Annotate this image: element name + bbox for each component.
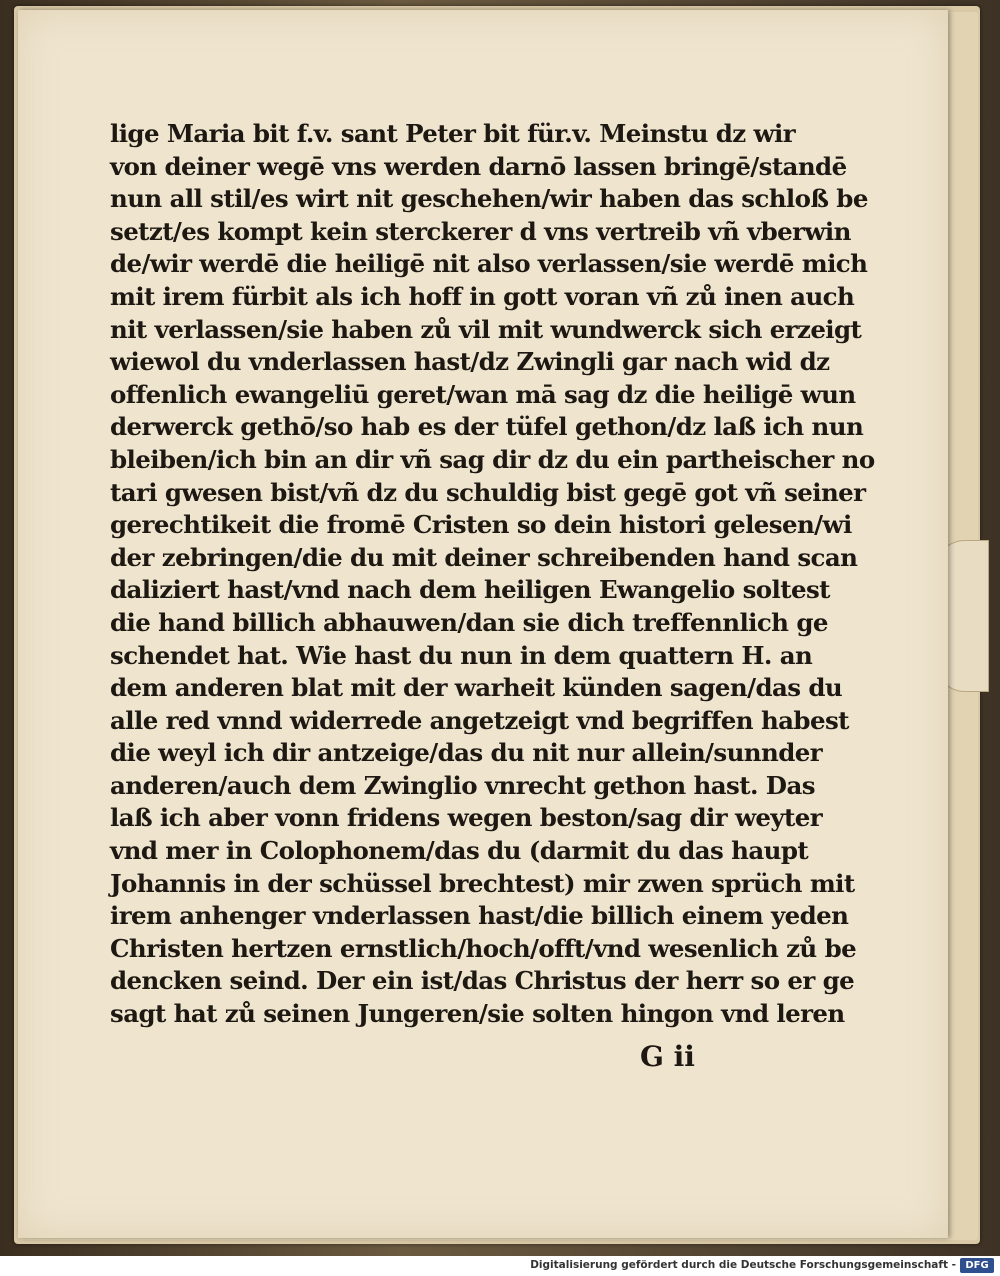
- text-line: sagt hat zů seinen Jungeren/sie solten hingon vnd leren: [110, 999, 845, 1029]
- book-page: [18, 10, 948, 1238]
- text-line: schendet hat. Wie hast du nun in dem quattern H. an: [110, 640, 813, 670]
- text-line: die hand billich abhauwen/dan sie dich treffennlich ge: [110, 607, 828, 637]
- signature-mark: G ii: [640, 1040, 695, 1073]
- text-line: mit irem fürbit als ich hoff in gott voran vñ zů inen auch: [110, 281, 855, 311]
- text-line: die weyl ich dir antzeige/das du nit nur allein/sunnder: [110, 738, 823, 768]
- text-line: Christen hertzen ernstlich/hoch/offt/vnd wesenlich zů be: [110, 933, 857, 963]
- text-line: vnd mer in Colophonem/das du (darmit du das haupt: [110, 836, 809, 866]
- page-text-block: [110, 118, 875, 1031]
- text-line: dem anderen blat mit der warheit künden sagen/das du: [110, 673, 843, 703]
- text-line: daliziert hast/vnd nach dem heiligen Ewangelio soltest: [110, 575, 830, 605]
- text-line: anderen/auch dem Zwinglio vnrecht gethon hast. Das: [110, 770, 815, 800]
- footer-bar: [0, 1256, 1000, 1276]
- text-line: de/wir werdē die heiligē nit also verlassen/sie werdē mich: [110, 249, 868, 279]
- text-line: laß ich aber vonn fridens wegen beston/sag dir weyter: [110, 803, 823, 833]
- text-line: nun all stil/es wirt nit geschehen/wir haben das schloß be: [110, 184, 868, 214]
- text-line: der zebringen/die du mit deiner schreibenden hand scan: [110, 542, 858, 572]
- text-line: Johannis in der schüssel brechtest) mir zwen sprüch mit: [110, 868, 855, 898]
- text-line: wiewol du vnderlassen hast/dz Zwingli gar nach wid dz: [110, 347, 830, 377]
- text-line: lige Maria bit f.v. sant Peter bit für.v. Meinstu dz wir: [110, 119, 796, 148]
- text-line: tari gwesen bist/vñ dz du schuldig bist gegē got vñ seiner: [110, 477, 866, 507]
- text-line: nit verlassen/sie haben zů vil mit wundwerck sich erzeigt: [110, 314, 862, 344]
- text-line: setzt/es kompt kein sterckerer d vns vertreib vñ vberwin: [110, 216, 851, 246]
- text-line: von deiner wegē vns werden darnō lassen bringē/standē: [110, 151, 847, 181]
- text-line: gerechtikeit die fromē Cristen so dein histori gelesen/wi: [110, 510, 852, 540]
- footer-credit: Digitalisierung gefördert durch die Deutsche Forschungsgemeinschaft -: [530, 1259, 956, 1271]
- text-line: derwerck gethō/so hab es der tüfel gethon/dz laß ich nun: [110, 412, 864, 442]
- text-line: dencken seind. Der ein ist/das Christus der herr so er ge: [110, 966, 855, 996]
- text-line: bleiben/ich bin an dir vñ sag dir dz du ein partheischer no: [110, 444, 875, 474]
- text-line: alle red vnnd widerrede angetzeigt vnd begriffen habest: [110, 705, 849, 735]
- text-line: offenlich ewangeliū geret/wan mā sag dz die heiligē wun: [110, 379, 856, 409]
- dfg-logo: DFG: [960, 1258, 994, 1273]
- text-line: irem anhenger vnderlassen hast/die billich einem yeden: [110, 901, 849, 931]
